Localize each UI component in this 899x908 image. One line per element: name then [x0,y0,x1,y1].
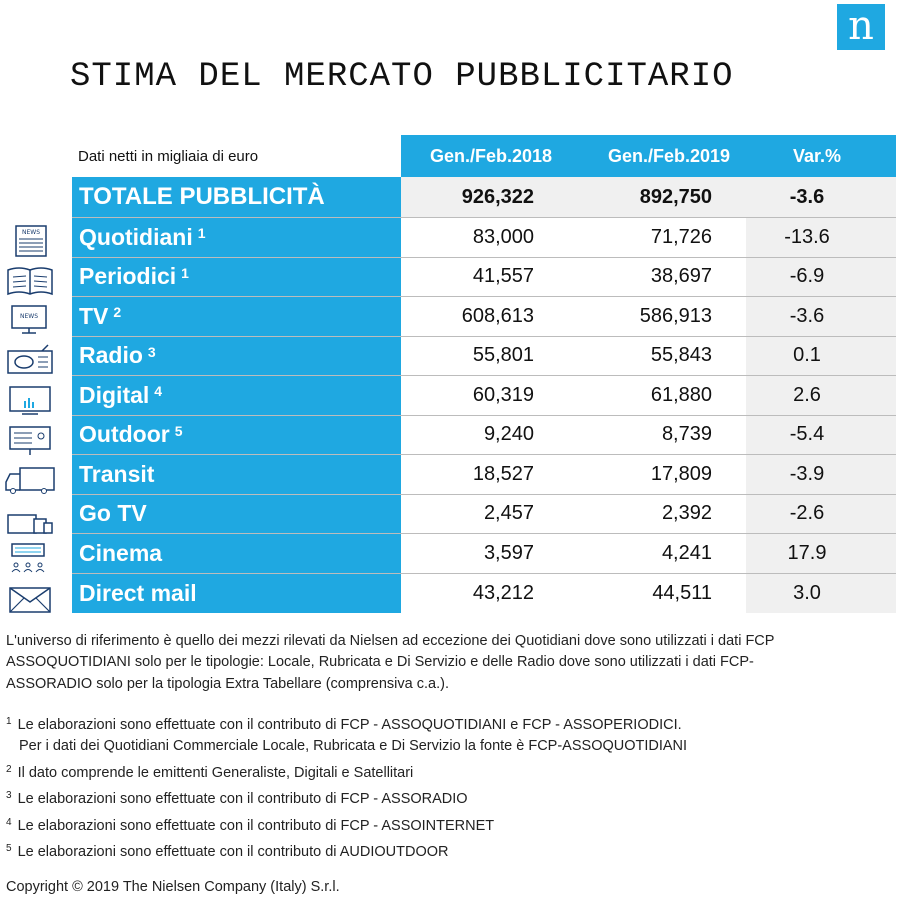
value-2019: 71,726 [650,225,712,248]
table-row [72,574,896,614]
footnote-4: $^4$ Le elaborazioni sono effettuate con il contributo di FCP - ASSOINTERNET [6,817,495,834]
value-2018: 83,000 [472,225,534,248]
page-title: STIMA DEL MERCATO PUBBLICITARIO [70,58,734,96]
value-2019: 17,809 [650,462,712,485]
svg-text:NEWS: NEWS [21,229,41,236]
row-name: Go TV [79,500,147,527]
table-row [72,376,896,416]
row-name: TOTALE PUBBLICITÀ [79,183,325,210]
cinema-icon [4,541,56,575]
unit-label: Dati netti in migliaia di euro [78,148,259,165]
value-var: -5.4 [789,423,825,446]
table-row [72,218,896,258]
value-var: -3.6 [789,185,825,208]
row-name: Radio $^3$ [79,342,156,369]
billboard-icon [4,423,56,457]
truck-icon [4,462,56,496]
value-2018: 18,527 [472,462,534,485]
value-2019: 55,843 [650,344,712,367]
value-2019: 586,913 [639,304,712,327]
table-row [72,337,896,377]
value-2019: 8,739 [661,423,712,446]
value-2018: 926,322 [461,185,534,208]
value-var: -2.6 [789,502,825,525]
svg-text:NEWS: NEWS [19,313,39,320]
envelope-icon [4,582,56,616]
value-var: -6.9 [789,265,825,288]
header-2018: Gen./Feb.2018 [429,146,553,166]
footnote-3: $^3$ Le elaborazioni sono effettuate con il contributo di FCP - ASSORADIO [6,790,468,807]
value-2018: 43,212 [472,581,534,604]
row-name: Quotidiani $^1$ [79,223,206,250]
value-2019: 892,750 [639,185,712,208]
value-2019: 38,697 [650,265,712,288]
value-var: 3.0 [793,581,821,604]
table-row [72,258,896,298]
header-2019: Gen./Feb.2019 [607,146,731,166]
table-row [72,297,896,337]
row-name: Direct mail [79,579,197,606]
table-row [72,416,896,456]
value-2018: 608,613 [461,304,534,327]
value-var: 2.6 [793,383,821,406]
data-table [72,177,896,613]
header-var: Var.% [792,146,842,166]
value-2019: 2,392 [661,502,712,525]
magazine-icon [4,264,56,298]
value-var: -3.6 [789,304,825,327]
note-line: ASSOQUOTIDIANI solo per le tipologie: Locale, Rubricata e Di Servizio e delle Radio dove sono utilizzati i dati FCP- [6,654,754,670]
footnote-2: $^2$ Il dato comprende le emittenti Generaliste, Digitali e Satellitari [6,764,414,781]
value-2018: 3,597 [483,541,534,564]
value-2018: 2,457 [483,502,534,525]
table-row [72,534,896,574]
radio-icon [4,343,56,377]
row-name: TV $^2$ [79,302,122,329]
value-var: -13.6 [784,225,830,248]
row-name: Outdoor $^5$ [79,421,183,448]
table-row [72,495,896,535]
footnote-1-cont: Per i dati dei Quotidiani Commerciale Locale, Rubricata e Di Servizio la fonte è FCP-ASSOQUOTIDIANI [19,738,688,754]
value-var: -3.9 [789,462,825,485]
value-2018: 60,319 [472,383,534,406]
value-2018: 55,801 [472,344,534,367]
row-name: Cinema [79,539,163,566]
newspaper-icon [4,224,56,258]
note-line: L'universo di riferimento è quello dei mezzi rilevati da Nielsen ad eccezione dei Quotidiani dove sono utilizzati i dati FCP [6,633,775,649]
nielsen-logo: n [837,4,885,50]
go-tv-screens-icon [4,503,56,537]
value-2019: 44,511 [652,581,712,604]
copyright: Copyright © 2019 The Nielsen Company (Italy) S.r.l. [6,879,340,895]
value-2018: 41,557 [472,265,534,288]
value-2019: 4,241 [661,541,712,564]
table-row-total [72,177,896,218]
table-row [72,455,896,495]
row-name: Transit [79,460,155,487]
tv-icon [4,302,56,336]
value-2019: 61,880 [650,383,712,406]
note-line: ASSORADIO solo per la tipologia Extra Tabellare (comprensiva c.a.). [6,676,449,692]
value-var: 17.9 [787,541,827,564]
row-name: Periodici $^1$ [79,263,189,290]
row-name: Digital $^4$ [79,381,163,408]
footnote-1: $^1$ Le elaborazioni sono effettuate con il contributo di FCP - ASSOQUOTIDIANI e FCP - ASSOPERIODICI. [6,716,682,733]
digital-monitor-icon [4,383,56,417]
value-var: 0.1 [793,344,821,367]
value-2018: 9,240 [483,423,534,446]
footnote-5: $^5$ Le elaborazioni sono effettuate con il contributo di AUDIOUTDOOR [6,843,449,860]
